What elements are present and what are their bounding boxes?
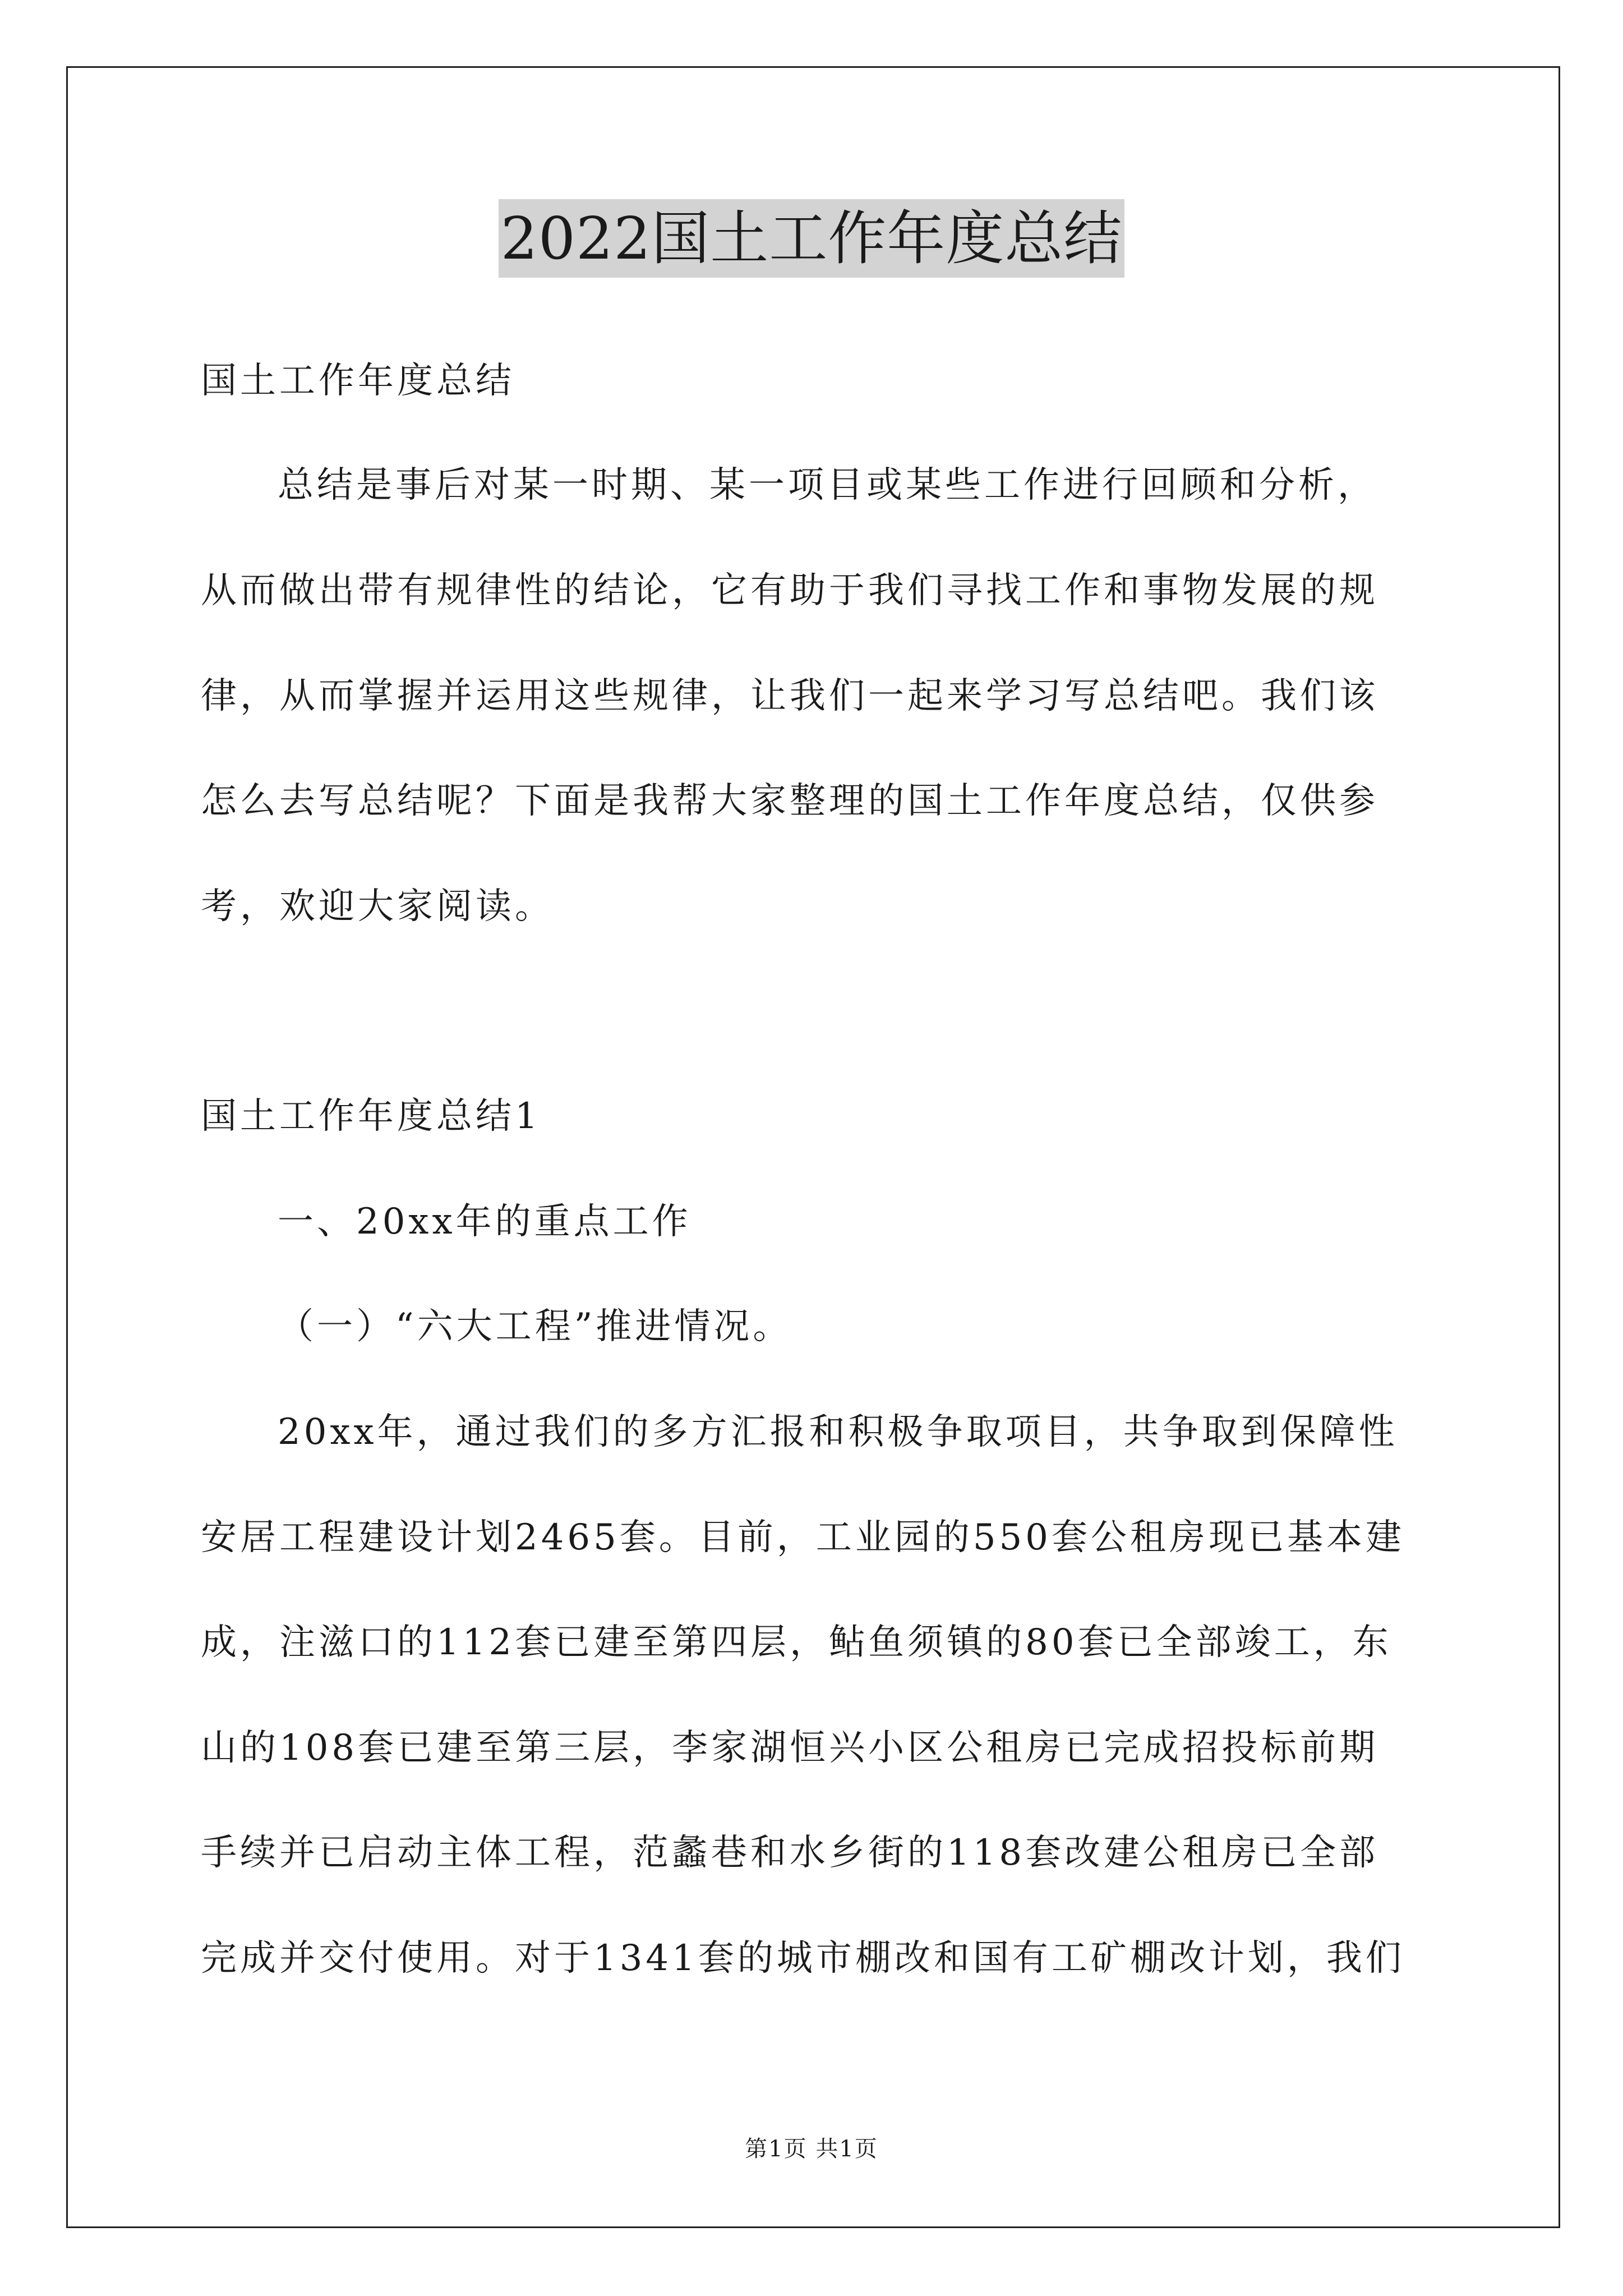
intro-line: 从而做出带有规律性的结论，它有助于我们寻找工作和事物发展的规	[201, 570, 1378, 611]
intro-line: 考，欢迎大家阅读。	[201, 886, 554, 927]
body-line: 20xx年，通过我们的多方汇报和积极争取项目，共争取到保障性	[278, 1411, 1398, 1453]
heading-level-2: （一）“六大工程”推进情况。	[278, 1306, 792, 1347]
document-title: 2022国土工作年度总结	[499, 199, 1125, 278]
document-subtitle: 国土工作年度总结	[201, 360, 515, 402]
section-title: 国土工作年度总结1	[201, 1096, 541, 1137]
body-line: 完成并交付使用。对于1341套的城市棚改和国有工矿棚改计划，我们	[201, 1938, 1405, 1979]
intro-line: 怎么去写总结呢？下面是我帮大家整理的国土工作年度总结，仅供参	[201, 780, 1378, 822]
body-line: 成，注滋口的112套已建至第四层，鲇鱼须镇的80套已全部竣工，东	[201, 1622, 1392, 1663]
body-line: 山的108套已建至第三层，李家湖恒兴小区公租房已完成招投标前期	[201, 1727, 1379, 1769]
intro-line: 总结是事后对某一时期、某一项目或某些工作进行回顾和分析，	[278, 464, 1377, 506]
title-container	[0, 199, 1623, 278]
body-line: 安居工程建设计划2465套。目前，工业园的550套公租房现已基本建	[201, 1517, 1405, 1558]
page-footer: 第1页 共1页	[745, 2136, 878, 2162]
heading-level-1: 一、20xx年的重点工作	[278, 1201, 691, 1243]
intro-line: 律，从而掌握并运用这些规律，让我们一起来学习写总结吧。我们该	[201, 675, 1378, 717]
body-line: 手续并已启动主体工程，范蠡巷和水乡街的118套改建公租房已全部	[201, 1832, 1379, 1874]
